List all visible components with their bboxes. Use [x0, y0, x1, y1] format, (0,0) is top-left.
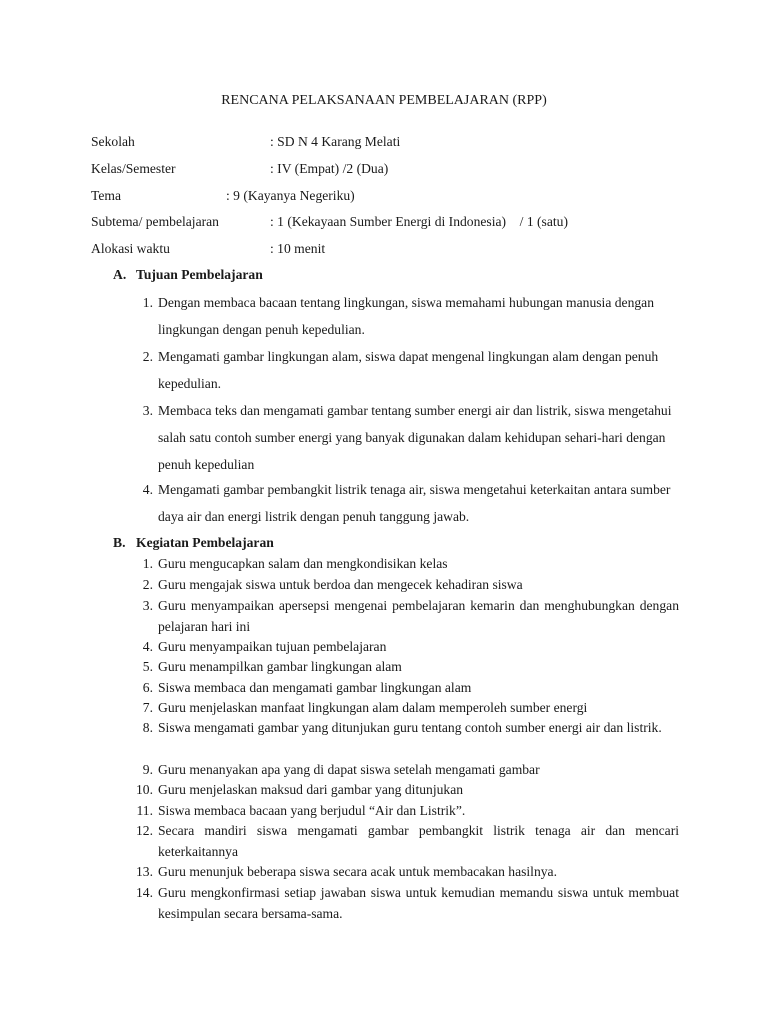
list-number: 5. — [142, 659, 153, 674]
list-number: 2. — [142, 349, 153, 364]
list-text: Mengamati gambar pembangkit listrik tenaga air, siswa mengetahui keterkaitan antara sumber daya air dan energi listrik dengan penuh tanggung jawab. — [158, 482, 671, 524]
list-text: Guru menjelaskan manfaat lingkungan alam dalam memperoleh sumber energi — [158, 700, 588, 715]
list-number: 7. — [142, 700, 153, 715]
list-number: 13. — [136, 864, 153, 879]
list-number: 3. — [142, 403, 153, 418]
list-text: Dengan membaca bacaan tentang lingkungan, siswa memahami hubungan manusia dengan lingkungan dengan penuh kepedulian. — [158, 295, 655, 337]
list-number: 14. — [136, 885, 153, 900]
list-text: Guru menunjuk beberapa siswa secara acak untuk membacakan hasilnya. — [158, 864, 557, 879]
list-text: Mengamati gambar lingkungan alam, siswa dapat mengenal lingkungan alam dengan penuh kepedulian. — [158, 349, 659, 391]
info-label: Subtema/ pembelajaran — [91, 214, 219, 229]
list-number: 1. — [142, 556, 153, 571]
list-text: Guru menanyakan apa yang di dapat siswa setelah mengamati gambar — [158, 762, 540, 777]
info-value: : 10 menit — [270, 241, 326, 256]
list-number: 1. — [142, 295, 153, 310]
list-text: Membaca teks dan mengamati gambar tentang sumber energi air dan listrik, siswa mengetahui salah satu contoh sumber energi yang banyak digunakan dalam kehidupan sehari-hari dengan penuh kepedulian — [158, 403, 672, 472]
section-title: Tujuan Pembelajaran — [136, 267, 263, 282]
list-number: 2. — [142, 577, 153, 592]
info-label: Tema — [91, 188, 121, 203]
list-number: 6. — [142, 680, 153, 695]
list-text: Guru menyampaikan tujuan pembelajaran — [158, 639, 387, 654]
section-letter: A. — [113, 267, 127, 282]
list-number: 10. — [136, 782, 153, 797]
list-text: Guru mengkonfirmasi setiap jawaban siswa untuk kemudian memandu siswa untuk membuat kesimpulan secara bersama-sama. — [158, 885, 679, 921]
info-label: Kelas/Semester — [91, 161, 176, 176]
section-letter: B. — [113, 535, 126, 550]
list-text: Guru mengajak siswa untuk berdoa dan mengecek kehadiran siswa — [158, 577, 523, 592]
list-number: 4. — [142, 482, 153, 497]
info-value: : 9 (Kayanya Negeriku) — [226, 188, 355, 203]
list-number: 8. — [142, 720, 153, 735]
list-text: Siswa membaca bacaan yang berjudul “Air dan Listrik”. — [158, 803, 466, 818]
info-label: Sekolah — [91, 134, 135, 149]
list-text: Guru menyampaikan apersepsi mengenai pembelajaran kemarin dan menghubungkan dengan pelajaran hari ini — [158, 598, 679, 634]
list-text: Guru mengucapkan salam dan mengkondisikan kelas — [158, 556, 448, 571]
info-value: : IV (Empat) /2 (Dua) — [270, 161, 389, 176]
list-number: 9. — [142, 762, 153, 777]
info-value: : SD N 4 Karang Melati — [270, 134, 401, 149]
page-title: RENCANA PELAKSANAAN PEMBELAJARAN (RPP) — [221, 93, 547, 108]
list-text: Guru menampilkan gambar lingkungan alam — [158, 659, 402, 674]
list-text: Siswa mengamati gambar yang ditunjukan guru tentang contoh sumber energi air dan listrik. — [158, 720, 662, 735]
list-text: Guru menjelaskan maksud dari gambar yang ditunjukan — [158, 782, 464, 797]
list-number: 4. — [142, 639, 153, 654]
section-title: Kegiatan Pembelajaran — [136, 535, 274, 550]
list-number: 11. — [136, 803, 153, 818]
list-number: 12. — [136, 823, 153, 838]
info-value: : 1 (Kekayaan Sumber Energi di Indonesia) / 1 (satu) — [270, 214, 568, 229]
info-label: Alokasi waktu — [91, 241, 170, 256]
list-number: 3. — [142, 598, 153, 613]
list-text: Siswa membaca dan mengamati gambar lingkungan alam — [158, 680, 472, 695]
list-text: Secara mandiri siswa mengamati gambar pembangkit listrik tenaga air dan mencari keterkaitannya — [158, 823, 679, 859]
